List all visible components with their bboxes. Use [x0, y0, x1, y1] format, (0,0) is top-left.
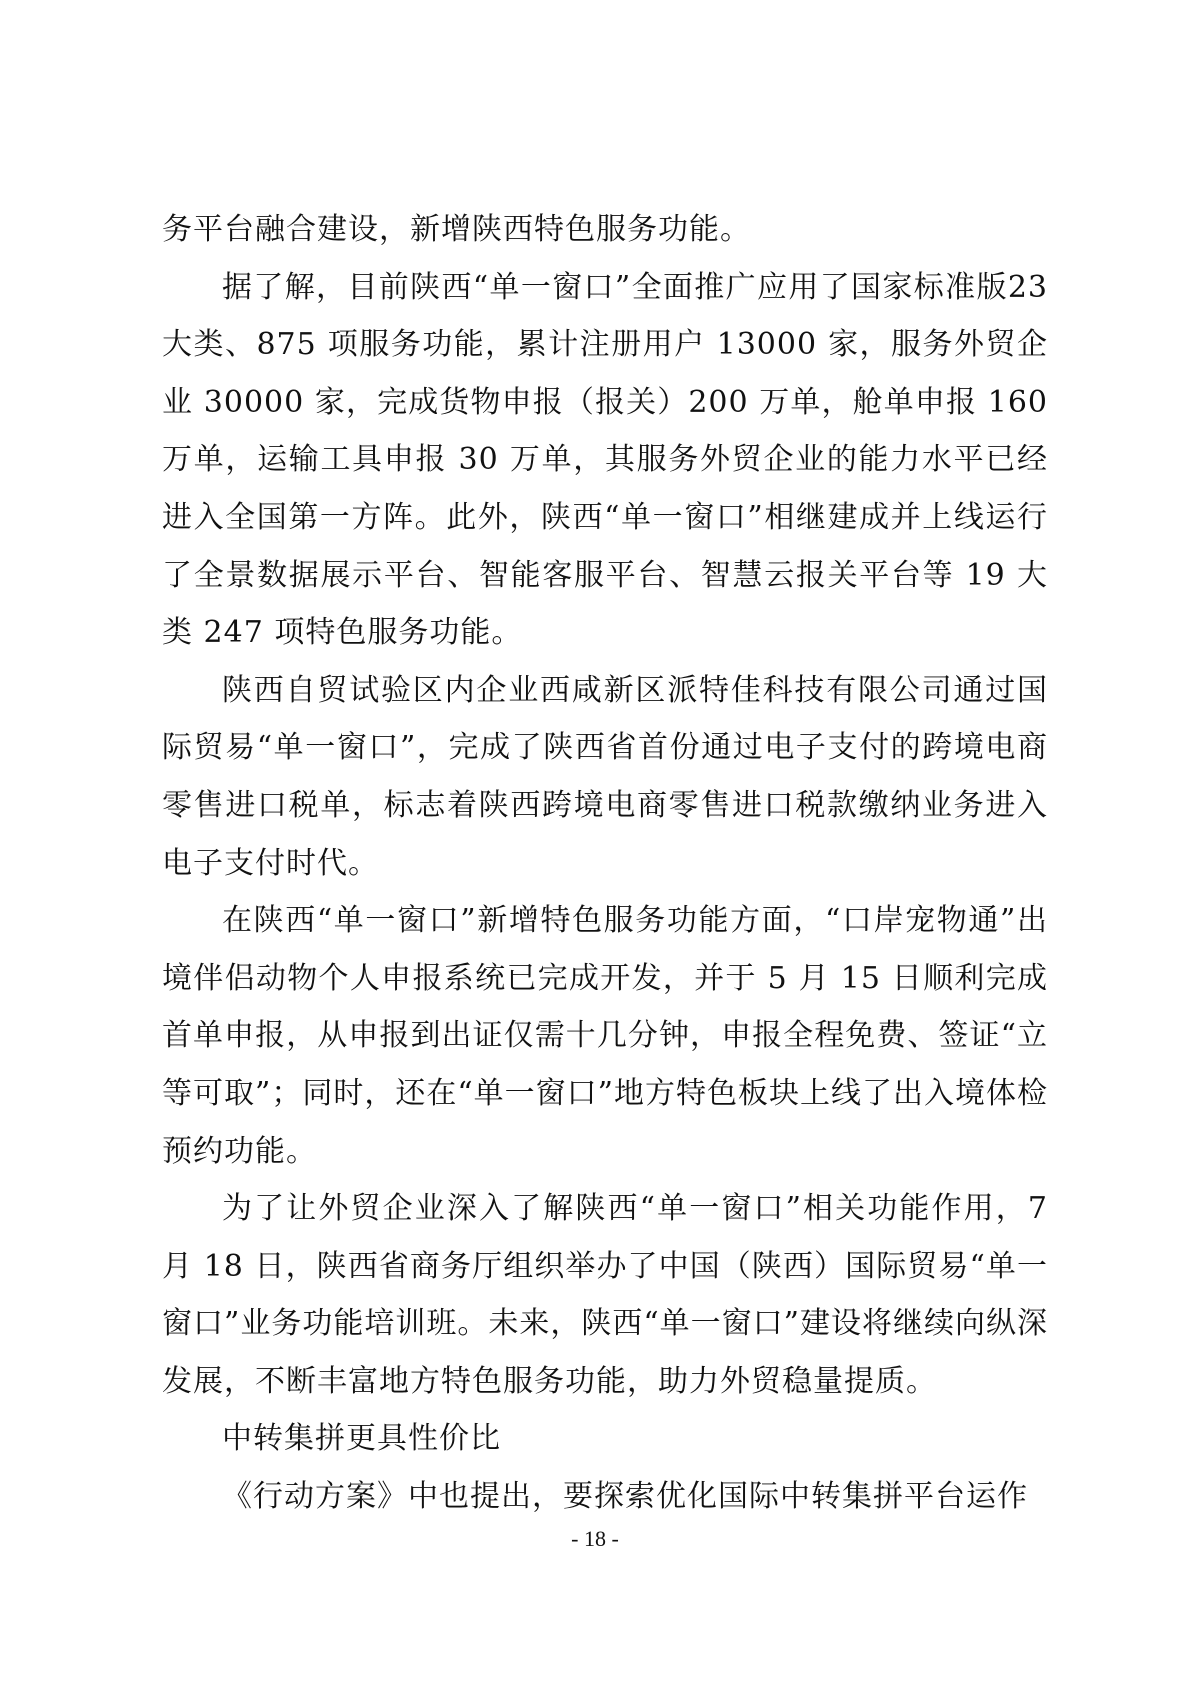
paragraph-training: 为了让外贸企业深入了解陕西“单一窗口”相关功能作用，7 月 18 日，陕西省商务厅组织举办了中国（陕西）国际贸易“单一窗口”业务功能培训班。未来，陕西“单一窗口”建设将继续向纵深发展，不断丰富地方特色服务功能，助力外贸稳量提质。 [162, 1191, 1049, 1399]
section-heading: 中转集拼更具性价比 [222, 1421, 501, 1457]
paragraph-continuation: 务平台融合建设，新增陕西特色服务功能。 [162, 212, 751, 247]
paragraph-single-window-stats: 据了解，目前陕西“单一窗口”全面推广应用了国家标准版23 大类、875 项服务功能，累计注册用户 13000 家，服务外贸企业 30000 家，完成货物申报（报关）200 万单，舱单申报 160 万单，运输工具申报 30 万单，其服务外贸企业的能力水平已经进入全国第一方阵。此外，陕西“单一窗口”相继建成并上线运行了全景数据展示平台、智能客服平台、智慧云报关平台等 19 大类 247 项特色服务功能。 [162, 269, 1048, 651]
paragraph-pet-service: 在陕西“单一窗口”新增特色服务功能方面，“口岸宠物通”出境伴侣动物个人申报系统已完成开发，并于 5 月 15 日顺利完成首单申报，从申报到出证仅需十几分钟，申报全程免费、签证“立等可取”；同时，还在“单一窗口”地方特色板块上线了出入境体检预约功能。 [162, 903, 1049, 1169]
paragraph-action-plan: 《行动方案》中也提出，要探索优化国际中转集拼平台运作 [222, 1479, 1028, 1515]
paragraph-electronic-payment: 陕西自贸试验区内企业西咸新区派特佳科技有限公司通过国际贸易“单一窗口”，完成了陕西省首份通过电子支付的跨境电商零售进口税单，标志着陕西跨境电商零售进口税款缴纳业务进入电子支付时代。 [162, 672, 1048, 881]
body-text [162, 201, 1048, 1526]
page-number: - 18 - [571, 1526, 619, 1551]
